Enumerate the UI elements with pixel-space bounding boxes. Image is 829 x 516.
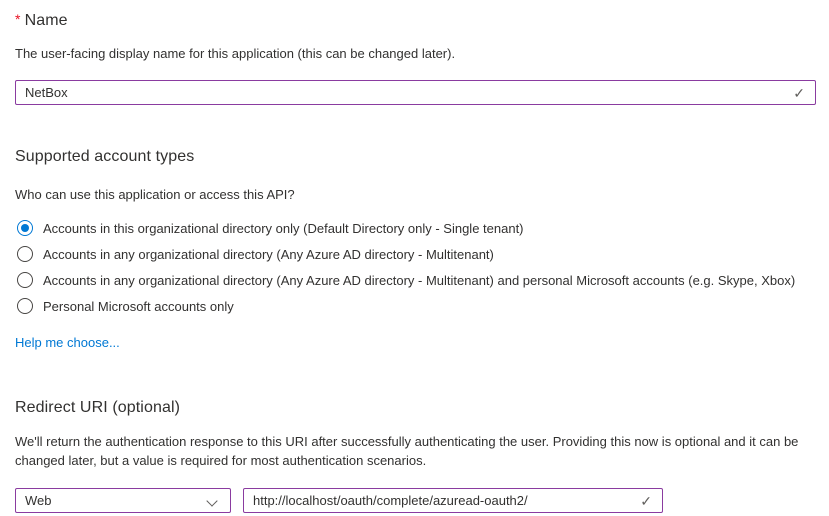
redirect-uri-description: We'll return the authentication response to this URI after successfully authenticating the user. Providing this now is optional and it can be changed later, but a value is required for most authentication scenarios. xyxy=(15,434,799,468)
radio-button-icon[interactable] xyxy=(17,246,33,262)
platform-selected-value: Web xyxy=(25,493,52,508)
valid-check-icon: ✓ xyxy=(640,492,652,509)
radio-option-label: Accounts in this organizational directory only (Default Directory only - Single tenant) xyxy=(43,220,524,236)
radio-button-icon[interactable] xyxy=(17,272,33,288)
chevron-down-icon xyxy=(208,496,218,506)
name-description: The user-facing display name for this application (this can be changed later). xyxy=(15,46,456,61)
platform-select-dropdown[interactable] xyxy=(15,488,231,513)
name-input-value[interactable]: NetBox xyxy=(25,85,68,100)
account-types-heading: Supported account types xyxy=(15,148,195,165)
account-types-question: Who can use this application or access this API? xyxy=(15,187,295,202)
name-section-heading xyxy=(15,11,815,30)
radio-button-icon[interactable] xyxy=(17,220,33,236)
radio-button-icon[interactable] xyxy=(17,298,33,314)
name-label: Name xyxy=(24,12,68,29)
account-types-radio-group xyxy=(15,215,815,319)
name-input[interactable] xyxy=(15,80,816,105)
radio-option-single-tenant[interactable] xyxy=(15,215,815,241)
help-me-choose-link[interactable]: Help me choose... xyxy=(15,335,120,350)
radio-option-label: Accounts in any organizational directory (Any Azure AD directory - Multitenant) and personal Microsoft accounts (e.g. Skype, Xbox) xyxy=(43,272,796,288)
radio-option-multitenant-personal[interactable] xyxy=(15,267,815,293)
radio-option-label: Accounts in any organizational directory (Any Azure AD directory - Multitenant) xyxy=(43,246,494,262)
radio-option-label: Personal Microsoft accounts only xyxy=(43,298,234,314)
required-asterisk: * xyxy=(15,11,21,27)
redirect-uri-heading: Redirect URI (optional) xyxy=(15,399,181,416)
redirect-uri-input-value[interactable]: http://localhost/oauth/complete/azuread-oauth2/ xyxy=(253,493,528,508)
valid-check-icon: ✓ xyxy=(793,84,805,101)
radio-option-multitenant[interactable] xyxy=(15,241,815,267)
radio-option-personal-only[interactable] xyxy=(15,293,815,319)
redirect-uri-input[interactable] xyxy=(243,488,663,513)
